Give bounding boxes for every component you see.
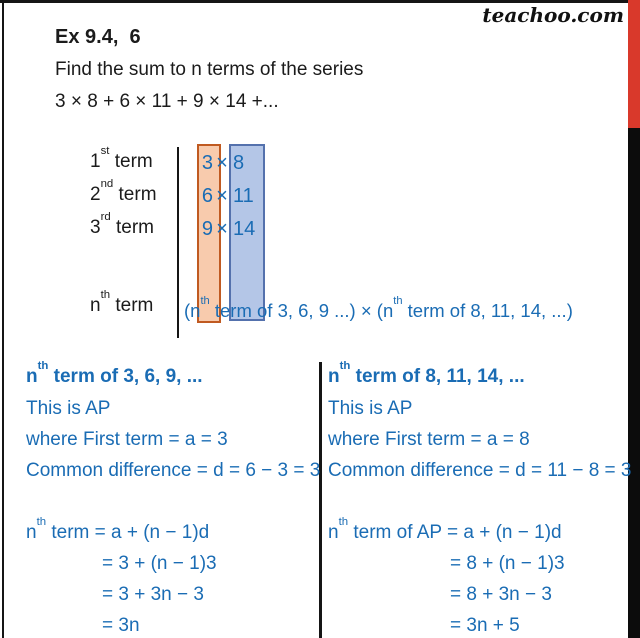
left-column-step2: = 3 + 3n − 3 xyxy=(102,584,204,605)
right-column-step2: = 8 + 3n − 3 xyxy=(450,584,552,605)
row1-factor1: 3 xyxy=(201,152,213,174)
right-column-line3: where First term = a = 8 xyxy=(328,429,530,450)
right-column-line2: This is AP xyxy=(328,398,413,419)
left-column-line3: where First term = a = 3 xyxy=(26,429,228,450)
row1-factor2: 8 xyxy=(233,152,245,174)
right-column-step1: = 8 + (n − 1)3 xyxy=(450,553,565,574)
left-column-formula: $n^{th}$ term = a + (n − 1)d xyxy=(26,515,210,543)
row3-times-sign: × xyxy=(216,218,228,240)
right-column-formula: $n^{th}$ term of AP = a + (n − 1)d xyxy=(328,515,562,543)
row2-times-sign: × xyxy=(216,185,228,207)
problem-statement-line1: Find the sum to n terms of the series xyxy=(55,59,364,80)
left-column-line2: This is AP xyxy=(26,398,111,419)
term-label-2nd: 2nd term xyxy=(90,177,157,205)
problem-statement-line2: 3 × 8 + 6 × 11 + 9 × 14 +... xyxy=(55,91,279,112)
term-label-nth: $n^{th}$ term xyxy=(90,288,154,316)
right-red-bar xyxy=(628,0,640,128)
term-label-3rd: 3rd term xyxy=(90,210,154,238)
right-column-heading: $n^{th}$ term of 8, 11, 14, ... xyxy=(328,359,525,387)
right-column-step3: = 3n + 5 xyxy=(450,615,520,636)
row3-factor2: 14 xyxy=(233,218,256,240)
right-column-line4: Common difference = d = 11 − 8 = 3 xyxy=(328,460,632,481)
nth-term-expression: ($n^{th}$ term of 3, 6, 9 ...) × ($n^{th}$ term of 8, 11, 14, ...) xyxy=(184,295,573,321)
series-table-divider-line xyxy=(177,147,179,338)
teachoo-logo: teachoo.com xyxy=(482,3,624,27)
left-column-line4: Common difference = d = 6 − 3 = 3 xyxy=(26,460,321,481)
left-column-step3: = 3n xyxy=(102,615,140,636)
term-label-1st: 1st term xyxy=(90,144,153,172)
right-black-bar xyxy=(628,128,640,638)
row1-times-sign: × xyxy=(216,152,228,174)
exercise-title: Ex 9.4, 6 xyxy=(55,26,141,48)
row3-factor1: 9 xyxy=(201,218,213,240)
left-column-step1: = 3 + (n − 1)3 xyxy=(102,553,217,574)
row2-factor1: 6 xyxy=(201,185,213,207)
left-column-heading: $n^{th}$ term of 3, 6, 9, ... xyxy=(26,359,203,387)
row2-factor2: 11 xyxy=(233,185,254,207)
left-border-line xyxy=(2,0,4,638)
columns-divider-line xyxy=(319,362,322,638)
